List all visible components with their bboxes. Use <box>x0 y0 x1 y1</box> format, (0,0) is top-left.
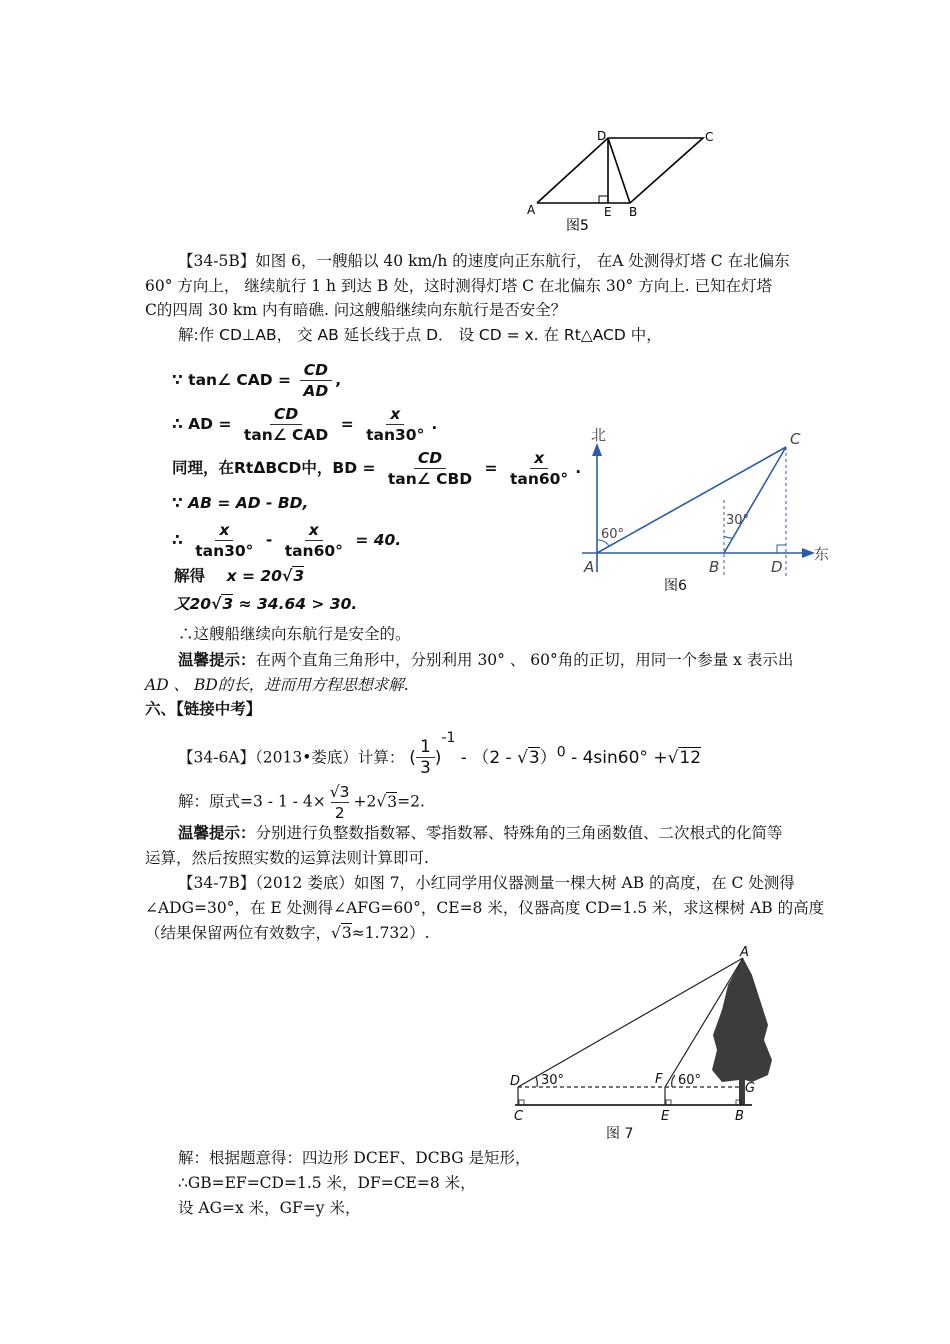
radicand: 12 <box>679 747 702 768</box>
figure-caption: 图6 <box>664 578 687 594</box>
conclusion: ∴这艘船继续向东航行是安全的。 <box>178 625 411 643</box>
formula-text: ) <box>434 747 442 768</box>
radicand: 3 <box>293 567 305 585</box>
formula-text: 又20 <box>174 595 212 613</box>
formula-text: 解得 <box>174 567 206 585</box>
label-d: D <box>771 558 783 576</box>
formula-text: - （2 - <box>455 747 518 768</box>
formula-text: ≈ 34.64 > 30. <box>233 595 358 613</box>
fraction-numerator: x <box>386 404 404 425</box>
formula-text: 同理，在RtΔBCD中，BD = <box>172 459 376 477</box>
fraction-denominator: tan∠ CBD <box>387 470 473 488</box>
figure-7 <box>510 945 772 1142</box>
formula-text: ∴ <box>172 531 183 549</box>
formula-text: ∴ AD = <box>172 415 232 433</box>
formula-text: , <box>335 371 342 389</box>
fraction-denominator: tan60° <box>509 470 569 488</box>
north-label: 北 <box>591 426 607 444</box>
formula-tan-cad <box>172 360 341 401</box>
problem-7b-line2: ∠ADG=30°，在 E 处测得∠AFG=60°，CE=8 米，仪器高度 CD=1.5 米，求这棵树 AB 的高度 <box>145 899 825 917</box>
formula-text: = <box>484 459 498 477</box>
fraction-denominator: tan60° <box>284 542 343 560</box>
formula-solve: 解得 x = 20√3 <box>174 567 305 585</box>
fraction-denominator: 2 <box>331 802 349 823</box>
tip-text: 在两个直角三角形中，分别利用 30° 、 60°角的正切，用同一个参量 x 表示出 <box>255 651 794 669</box>
figure-caption: 图5 <box>566 218 589 234</box>
tip-6a-line2: 运算，然后按照实数的运算法则计算即可. <box>145 849 429 867</box>
formula-compare: 又20√3 ≈ 34.64 > 30. <box>174 595 358 613</box>
tip-6a-line1 <box>178 822 783 844</box>
figure-caption: 图 7 <box>606 1126 634 1142</box>
problem-5b-line1: 【34-5B】如图 6，一艘船以 40 km/h 的速度向正东航行， 在A 处测得灯塔 C 在北偏东 <box>178 252 790 270</box>
formula-ab: ∵ AB = AD - BD, <box>172 494 309 512</box>
tip-5b-line1 <box>178 649 793 671</box>
formula-text: . <box>575 459 582 477</box>
formula-equation <box>172 520 401 561</box>
label-c: C <box>790 430 801 448</box>
formula-text: - 4sin60° + <box>565 747 668 768</box>
label-b: B <box>629 205 638 219</box>
formula-text: ( <box>409 747 416 768</box>
tip-text: 分别进行负整数指数幂、零指数幂、特殊角的三角函数值、二次根式的化简等 <box>255 824 783 842</box>
formula-text: - <box>265 531 273 549</box>
problem-7b-line3: （结果保留两位有效数字，√3≈1.732）. <box>145 924 430 942</box>
problem-7b-line1: 【34-7B】（2012 娄底）如图 7，小红同学用仪器测量一棵大树 AB 的高度，在 C 处测得 <box>178 874 795 892</box>
radicand: 3 <box>528 747 540 768</box>
label-c: C <box>514 1109 524 1124</box>
question-text: 【34-6A】（2013•娄底）计算： <box>178 748 405 767</box>
angle-60: 60° <box>601 527 625 542</box>
formula-text: . <box>431 415 438 433</box>
label-e: E <box>604 205 612 219</box>
label-d: D <box>597 129 607 143</box>
label-a: A <box>584 558 595 576</box>
fraction-numerator: x <box>305 520 323 541</box>
solution-7b-line3: 设 AG=x 米，GF=y 米， <box>178 1199 361 1217</box>
fraction-numerator: √3 <box>329 783 350 801</box>
solution-7b-line2: ∴GB=EF=CD=1.5 米，DF=CE=8 米， <box>178 1174 476 1192</box>
problem-5b-line3: C的四周 30 km 内有暗礁. 问这艘船继续向东航行是否安全？ <box>145 301 567 319</box>
radicand: 3 <box>387 792 398 811</box>
question-text: ≈1.732）. <box>351 924 430 942</box>
solution-7b-line1: 解：根据题意得：四边形 DCEF、DCBG 是矩形， <box>178 1149 531 1167</box>
exponent: 0 <box>556 743 566 760</box>
angle-30: 30° <box>541 1073 565 1088</box>
formula-text: +2 <box>353 792 377 811</box>
question-text: （结果保留两位有效数字， <box>145 924 332 942</box>
angle-60: 60° <box>678 1073 702 1088</box>
solution-intro: 解:作 CD⊥AB， 交 AB 延长线于点 D． 设 CD = x. 在 Rt△ACD 中， <box>178 326 662 344</box>
label-a: A <box>740 945 749 960</box>
fraction-denominator: tan30° <box>366 426 425 444</box>
formula-text: ） <box>539 747 557 768</box>
formula-text: = <box>340 415 354 433</box>
label-g: G <box>745 1081 756 1096</box>
tip-5b-line2: AD 、 BD的长，进而用方程思想求解. <box>145 676 409 694</box>
exponent: -1 <box>441 729 456 746</box>
formula-ad <box>172 404 437 445</box>
figure-6 <box>582 443 815 577</box>
label-c: C <box>705 130 714 144</box>
radicand: 3 <box>222 595 234 613</box>
formula-text: = 40. <box>355 531 402 549</box>
label-e: E <box>661 1109 670 1124</box>
fraction-denominator: AD <box>303 382 329 400</box>
fraction-numerator: x <box>530 448 548 469</box>
fraction-numerator: 1 <box>416 737 435 758</box>
label-b: B <box>709 558 720 576</box>
formula-bd <box>172 448 581 489</box>
tip-label: 温馨提示： <box>178 651 256 669</box>
fraction-numerator: CD <box>270 404 302 425</box>
formula-text: 解：原式=3 - 1 - 4× <box>178 792 326 811</box>
fraction-numerator: CD <box>300 360 332 381</box>
formula-text: =2. <box>397 792 425 811</box>
angle-30: 30° <box>726 513 750 528</box>
formula-text: x = 20 <box>226 567 282 585</box>
solution-6a: 解：原式=3 - 1 - 4× $\frac{√3}{2}$ +2√3=2. <box>178 783 425 822</box>
label-d: D <box>510 1074 521 1089</box>
fraction-numerator: CD <box>414 448 446 469</box>
radicand: 3 <box>341 924 352 942</box>
east-label: 东 <box>814 545 830 563</box>
problem-6a: 【34-6A】（2013•娄底）计算： ( $\frac{1}{3}$ )$^{-1}$ - （2 - √3）$^0$ - 4sin60° +√12 <box>178 729 702 778</box>
fraction-numerator: x <box>215 520 233 541</box>
section-heading: 六、【链接中考】 <box>145 700 262 718</box>
fraction-denominator: tan30° <box>195 542 254 560</box>
fraction-denominator: tan∠ CAD <box>243 426 329 444</box>
formula-text: ∵ tan∠ CAD = <box>172 371 291 389</box>
label-a: A <box>527 203 536 217</box>
label-b: B <box>735 1109 744 1124</box>
tip-label: 温馨提示： <box>178 824 256 842</box>
fraction-denominator: 3 <box>419 758 431 778</box>
label-f: F <box>655 1072 663 1087</box>
problem-5b-line2: 60° 方向上， 继续航行 1 h 到达 B 处，这时测得灯塔 C 在北偏东 30° 方向上. 已知在灯塔 <box>145 277 773 295</box>
